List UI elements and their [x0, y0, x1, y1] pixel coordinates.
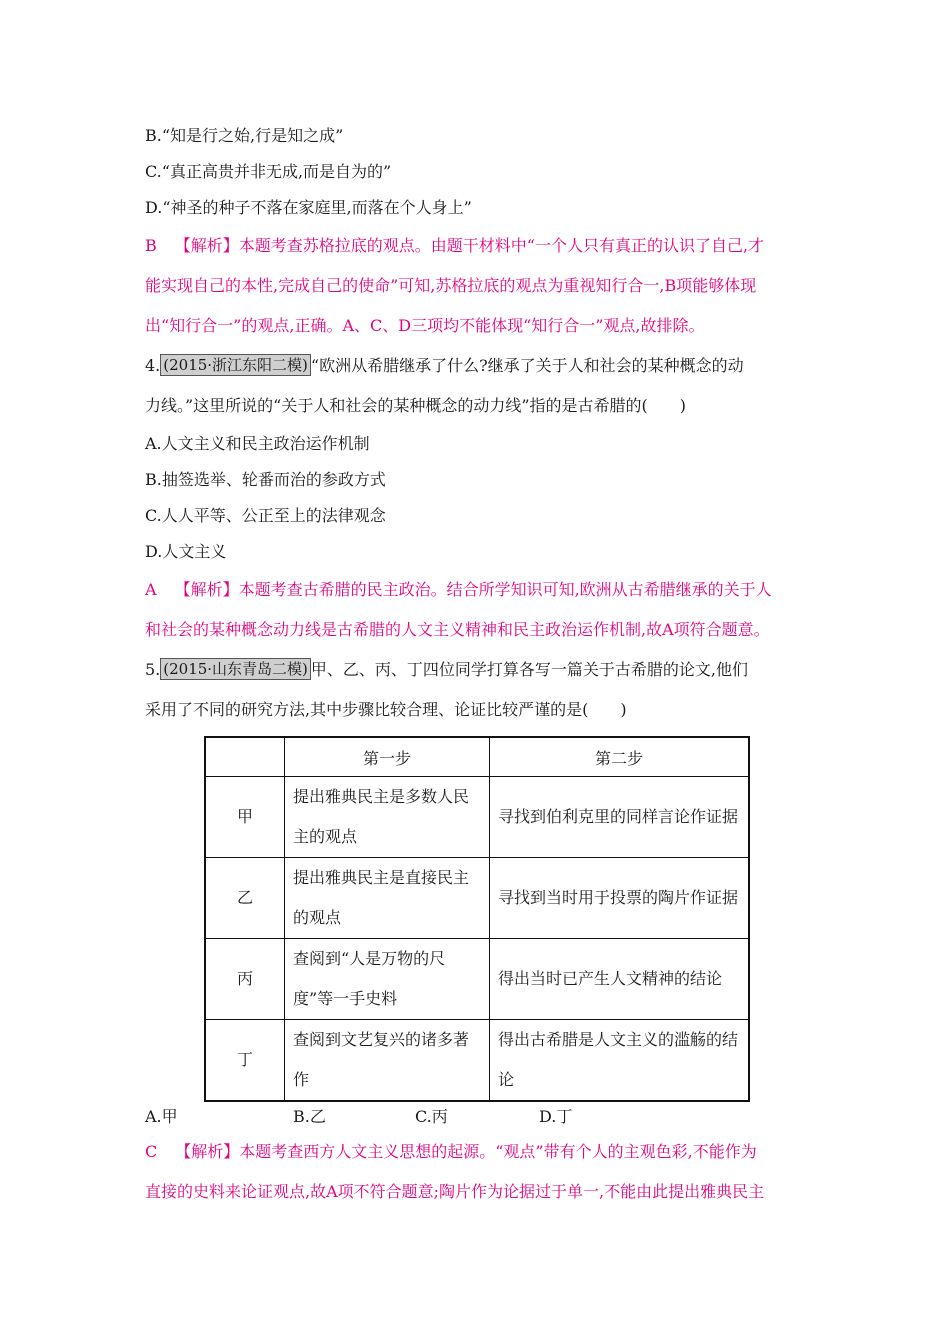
table-cell-step1: 查阅到“人是万物的尺度”等一手史料 [285, 939, 490, 1020]
table-header-cell [205, 737, 285, 777]
table-cell-step2: 得出古希腊是人文主义的滥觞的结论 [490, 1020, 750, 1102]
document-page [145, 118, 810, 1212]
q5-answer-line-1 [145, 1132, 810, 1172]
table-row [205, 858, 749, 939]
q5-method-table [204, 736, 750, 1102]
q4-answer-line-2: 和社会的某种概念动力线是古希腊的人文主义精神和民主政治运作机制,故A项符合题意。 [145, 620, 770, 639]
q4-answer-letter: A [145, 580, 157, 599]
table-header-cell: 第二步 [490, 737, 750, 777]
q5-stem-line-2: 采用了不同的研究方法,其中步骤比较合理、论证比较严谨的是( ) [145, 700, 627, 719]
q3-answer-line-3: 出“知行合一”的观点,正确。A、C、D三项均不能体现“知行合一”观点,故排除。 [145, 316, 705, 335]
q4-source-tag: (2015·浙江东阳二模) [160, 354, 311, 376]
table-cell-step2: 寻找到伯利克里的同样言论作证据 [490, 777, 750, 858]
table-row [205, 939, 749, 1020]
q5-answer-line-2: 直接的史料来论证观点,故A项不符合题意;陶片作为论据过于单一,不能由此提出雅典民主 [145, 1182, 765, 1201]
table-cell-step1: 提出雅典民主是直接民主的观点 [285, 858, 490, 939]
q5-stem-line-1 [145, 650, 810, 690]
q3-option-b: B.“知是行之始,行是知之成” [145, 126, 344, 145]
table-cell-student: 甲 [205, 777, 285, 858]
q5-options [145, 1102, 810, 1132]
q3-answer-line-2: 能实现自己的本性,完成自己的使命”可知,苏格拉底的观点为重视知行合一,B项能够体现 [145, 276, 757, 295]
q4-stem-line-2: 力线。”这里所说的“关于人和社会的某种概念的动力线”指的是古希腊的( ) [145, 396, 687, 415]
q4-stem-line-1 [145, 346, 810, 386]
table-row [205, 777, 749, 858]
table-header-row [205, 737, 749, 777]
table-cell-step2: 寻找到当时用于投票的陶片作证据 [490, 858, 750, 939]
q4-stem-text-1: “欧洲从希腊继承了什么?继承了关于人和社会的某种概念的动 [310, 356, 744, 375]
table-row [205, 1020, 749, 1102]
q4-option-b: B.抽签选举、轮番而治的参政方式 [145, 470, 386, 489]
q3-answer-line-1 [145, 226, 810, 266]
q5-option-b: B.乙 [293, 1107, 326, 1126]
table-header-cell: 第一步 [285, 737, 490, 777]
q4-answer-text-1: 【解析】本题考查古希腊的民主政治。结合所学知识可知,欧洲从古希腊继承的关于人 [174, 580, 772, 599]
q5-option-d: D.丁 [539, 1107, 573, 1126]
q3-option-c: C.“真正高贵并非无成,而是自为的” [145, 162, 392, 181]
q5-answer-text-1: 【解析】本题考查西方人文主义思想的起源。“观点”带有个人的主观色彩,不能作为 [175, 1142, 757, 1161]
q5-stem-text-1: 甲、乙、丙、丁四位同学打算各写一篇关于古希腊的论文,他们 [310, 660, 749, 679]
q4-option-d: D.人文主义 [145, 542, 227, 561]
q4-option-a: A.人文主义和民主政治运作机制 [145, 434, 370, 453]
table-cell-step1: 查阅到文艺复兴的诸多著作 [285, 1020, 490, 1102]
table-cell-student: 丙 [205, 939, 285, 1020]
q4-option-c: C.人人平等、公正至上的法律观念 [145, 506, 386, 525]
table-cell-student: 丁 [205, 1020, 285, 1102]
q3-answer-text-1: 【解析】本题考查苏格拉底的观点。由题干材料中“一个人只有真正的认识了自己,才 [174, 236, 765, 255]
q3-answer-letter: B [145, 236, 157, 255]
q4-answer-line-1 [145, 570, 810, 610]
table-cell-step2: 得出当时已产生人文精神的结论 [490, 939, 750, 1020]
q5-answer-letter: C [145, 1142, 158, 1161]
q3-option-d: D.“神圣的种子不落在家庭里,而落在个人身上” [145, 198, 472, 217]
table-cell-student: 乙 [205, 858, 285, 939]
q4-number: 4. [145, 356, 161, 375]
q5-option-a: A.甲 [145, 1107, 178, 1126]
q5-option-c: C.丙 [415, 1107, 448, 1126]
q5-number: 5. [145, 660, 161, 679]
q5-source-tag: (2015·山东青岛二模) [160, 658, 311, 680]
table-cell-step1: 提出雅典民主是多数人民主的观点 [285, 777, 490, 858]
